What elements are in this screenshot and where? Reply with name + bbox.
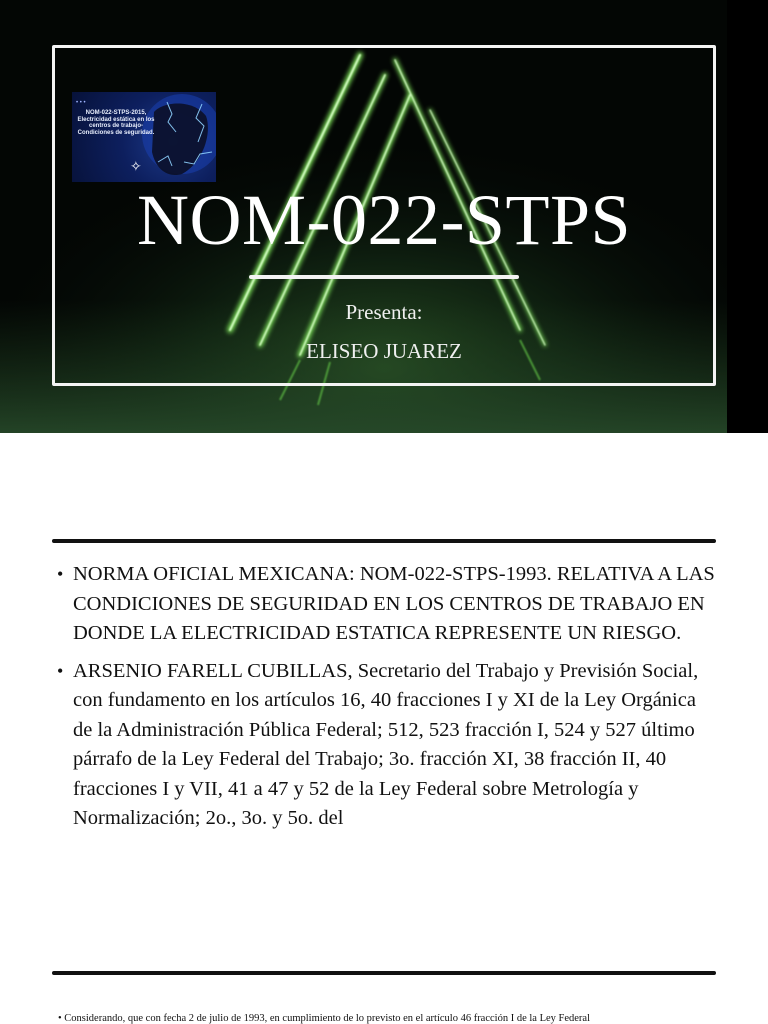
bullet-icon: • xyxy=(57,564,64,584)
sparkle-icon: ✧ xyxy=(130,160,142,175)
thumbnail-decoration: • • • xyxy=(76,100,86,106)
slide-title: NOM-022-STPS xyxy=(136,180,632,260)
presenta-label: Presenta: xyxy=(345,300,423,324)
list-item xyxy=(56,657,716,834)
thumbnail-caption: NOM-022-STPS-2015, Electricidad estática en los centros de trabajo- Condiciones de seguridad. xyxy=(77,110,155,136)
next-slide-text: • Considerando, que con fecha 2 de julio de 1993, en cumplimiento de lo previsto en el artículo 46 fracción I de la Ley Federal xyxy=(58,1013,591,1024)
title-slide xyxy=(0,0,768,433)
top-divider xyxy=(52,539,716,543)
bullet-icon: • xyxy=(57,660,64,681)
bullet-list xyxy=(56,560,716,842)
bottom-divider xyxy=(52,971,716,975)
author-name: ELISEO JUAREZ xyxy=(306,339,462,363)
title-underline xyxy=(249,275,519,279)
bullet-text: ARSENIO FARELL CUBILLAS, Secretario del Trabajo y Previsión Social, con fundamento en los artículos 16, 40 fracciones I y XI de la Ley Orgánica de la Administración Pública Federal; 512, 523 fracción I, 524 y 527 último párrafo de la Ley Federal del Trabajo; 3o. fracción XI, 38 fracción II, 40 fracciones I y VII, 41 a 47 y 52 de la Ley Federal sobre Metrología y Normalización; 2o., 3o. y 5o. del xyxy=(73,659,699,829)
list-item xyxy=(56,560,716,649)
bullet-text: NORMA OFICIAL MEXICANA: NOM-022-STPS-1993. RELATIVA A LAS CONDICIONES DE SEGURIDAD EN LOS CENTROS DE TRABAJO EN DONDE LA ELECTRICIDAD ESTATICA REPRESENTE UN RIESGO. xyxy=(73,563,715,644)
